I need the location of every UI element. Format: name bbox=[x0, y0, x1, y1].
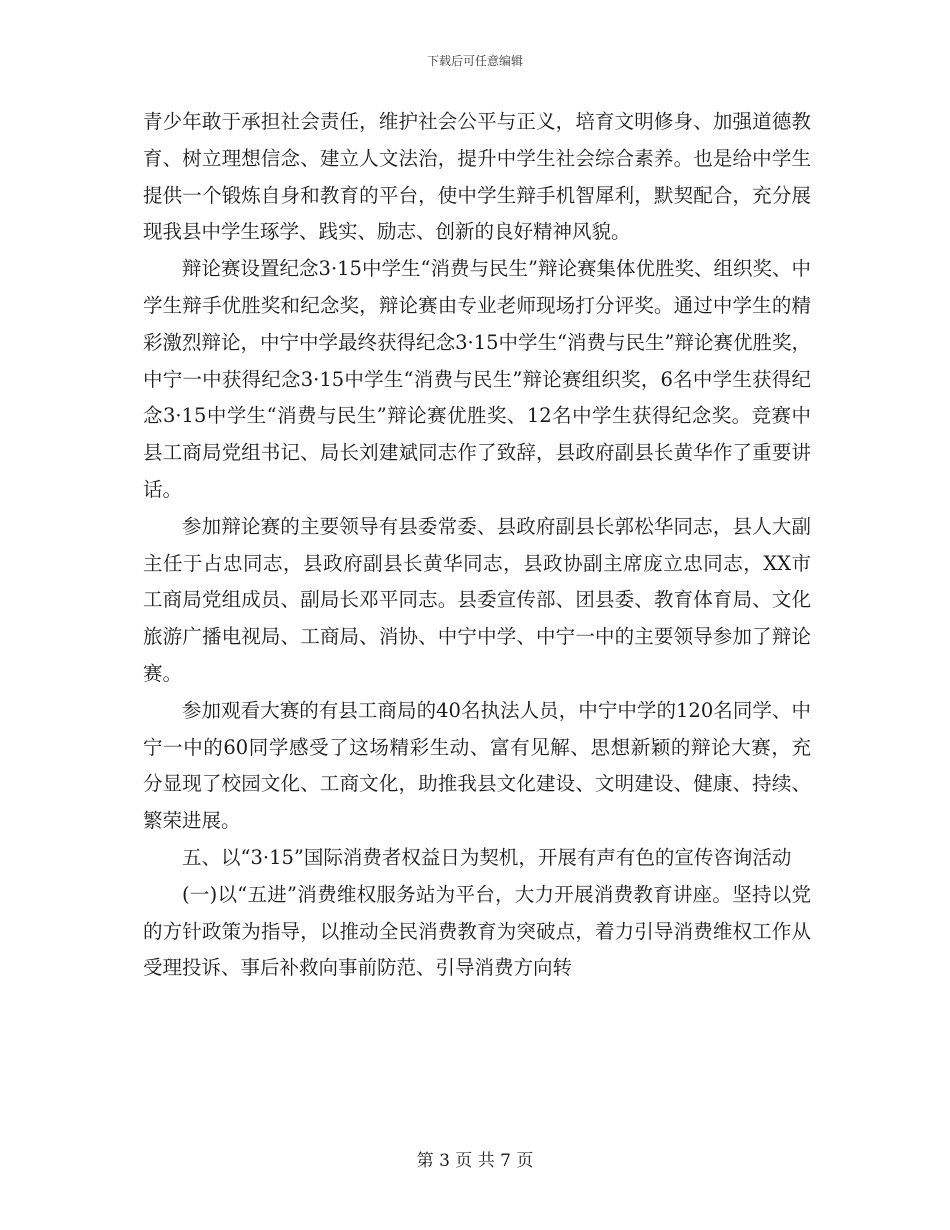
paragraph-1: 青少年敢于承担社会责任，维护社会公平与正义，培育文明修身、加强道德教育、树立理想信念、建立人文法治，提升中学生社会综合素养。也是给中学生提供一个锻炼自身和教育的平台，使中学生辩手机智犀利，默契配合，充分展现我县中学生琢学、践实、励志、创新的良好精神风貌。 bbox=[143, 110, 811, 244]
document-body bbox=[143, 104, 811, 987]
header-note: 下载后可任意编辑 bbox=[426, 54, 523, 68]
paragraph-2: 辩论赛设置纪念3·15中学生“消费与民生”辩论赛集体优胜奖、组织奖、中学生辩手优胜奖和纪念奖，辩论赛由专业老师现场打分评奖。通过中学生的精彩激烈辩论，中宁中学最终获得纪念3·15中学生“消费与民生”辩论赛优胜奖，中宁一中获得纪念3·15中学生“消费与民生”辩论赛组织奖，6名中学生获得纪念3·15中学生“消费与民生”辩论赛优胜奖、12名中学生获得纪念奖。竞赛中县工商局党组书记、局长刘建斌同志作了致辞，县政府副县长黄华作了重要讲话。 bbox=[143, 257, 811, 501]
section-heading: 五、以“3·15”国际消费者权益日为契机，开展有声有色的宣传咨询活动 bbox=[182, 845, 792, 869]
paragraph-6: (一)以“五进”消费维权服务站为平台，大力开展消费教育讲座。坚持以党的方针政策为指导，以推动全民消费教育为突破点，着力引导消费维权工作从受理投诉、事后补救向事前防范、引导消费方向转 bbox=[143, 882, 811, 980]
page-number: 第 3 页 共 7 页 bbox=[416, 1151, 534, 1171]
paragraph-3: 参加辩论赛的主要领导有县委常委、县政府副县长郭松华同志，县人大副主任于占忠同志，县政府副县长黄华同志，县政协副主席庞立忠同志，XX市工商局党组成员、副局长邓平同志。县委宣传部、团县委、教育体育局、文化旅游广播电视局、工商局、消协、中宁中学、中宁一中的主要领导参加了辩论赛。 bbox=[143, 514, 811, 685]
paragraph-4: 参加观看大赛的有县工商局的40名执法人员，中宁中学的120名同学、中宁一中的60同学感受了这场精彩生动、富有见解、思想新颖的辩论大赛，充分显现了校园文化、工商文化，助推我县文化建设、文明建设、健康、持续、繁荣进展。 bbox=[143, 698, 811, 833]
